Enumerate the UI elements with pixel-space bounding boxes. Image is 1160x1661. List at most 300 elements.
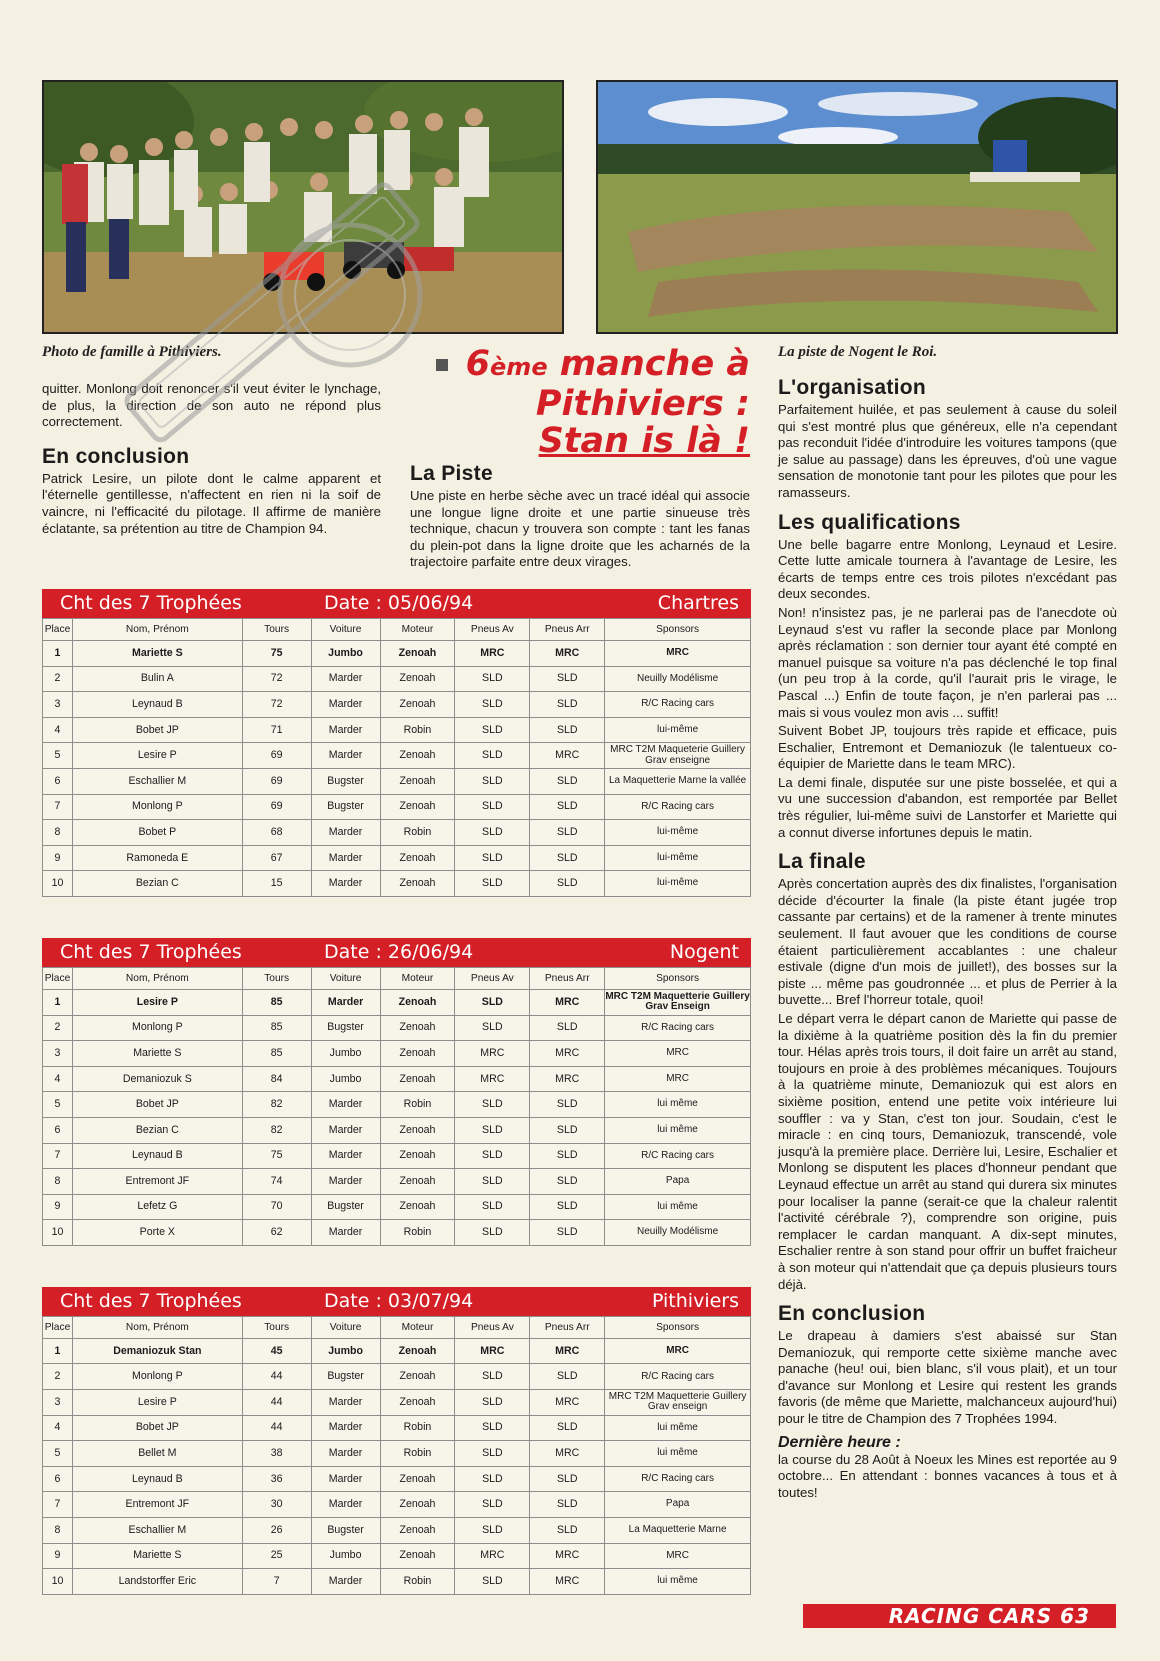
column-header: Sponsors — [605, 1316, 751, 1338]
table-cell: SLD — [455, 743, 530, 769]
table-row — [43, 1041, 751, 1067]
heading-derniere-heure: Dernière heure : — [778, 1433, 901, 1451]
table-cell: 68 — [242, 820, 311, 846]
table-cell: Marder — [311, 1092, 380, 1118]
table-cell: 8 — [43, 820, 73, 846]
table-cell: MRC — [455, 1041, 530, 1067]
table-cell: SLD — [530, 692, 605, 718]
table-cell: 71 — [242, 717, 311, 743]
table-cell: 15 — [242, 871, 311, 897]
table-cell: Bellet M — [72, 1441, 242, 1467]
table-cell: 6 — [43, 768, 73, 794]
table-cell: SLD — [530, 1169, 605, 1195]
table-row — [43, 717, 751, 743]
table-cell: 7 — [43, 1492, 73, 1518]
qualif-paragraph-2: Non! n'insistez pas, je ne parlerai pas de l'anecdote où Leynaud s'est vu rafler la seconde place par Monlong après réclamation : son dernier tour ayant été compté en manuel puisque sa voiture n'a pas déclenché le top final (un peu trop à la corde, qu'il l'aurait pris le virage, le Pascal ...) Enfin de toute façon, je n'en parlerai pas ... mais si vous voulez mon avis ... suffit! — [778, 604, 1117, 720]
table-cell: MRC — [530, 743, 605, 769]
table-cell: 3 — [43, 692, 73, 718]
table-cell: Marder — [311, 1569, 380, 1595]
table-cell: Zenoah — [380, 743, 455, 769]
table-place: Chartres — [657, 592, 739, 614]
column-header: Pneus Arr — [530, 1316, 605, 1338]
table-cell: Eschallier M — [72, 1518, 242, 1544]
table-cell: SLD — [530, 666, 605, 692]
heading-qualifications: Les qualifications — [778, 510, 961, 534]
table-cell: 85 — [242, 1041, 311, 1067]
table-row — [43, 845, 751, 871]
column-header: Voiture — [311, 1316, 380, 1338]
table-cell: 6 — [43, 1117, 73, 1143]
table-title-band — [42, 1287, 751, 1316]
table-cell: Zenoah — [380, 1015, 455, 1041]
table-cell: lui même — [605, 1415, 751, 1441]
table-row — [43, 1092, 751, 1118]
table-cell: 69 — [242, 768, 311, 794]
table-cell: 5 — [43, 1441, 73, 1467]
table-cell: Zenoah — [380, 1194, 455, 1220]
table-cell: 3 — [43, 1041, 73, 1067]
table-cell: SLD — [455, 1415, 530, 1441]
column-header: Tours — [242, 1316, 311, 1338]
table-row — [43, 1466, 751, 1492]
table-row — [43, 1220, 751, 1246]
table-cell: SLD — [530, 768, 605, 794]
table-header-row — [43, 619, 751, 641]
results-table — [42, 967, 751, 1246]
table-cell: Zenoah — [380, 1117, 455, 1143]
table-cell: Lefetz G — [72, 1194, 242, 1220]
table-cell: 36 — [242, 1466, 311, 1492]
table-cell: 85 — [242, 989, 311, 1015]
table-cell: 10 — [43, 1569, 73, 1595]
table-header-row — [43, 967, 751, 989]
table-cell: Monlong P — [72, 1364, 242, 1390]
table-cell: SLD — [530, 1466, 605, 1492]
table-row — [43, 1492, 751, 1518]
table-cell: Robin — [380, 1220, 455, 1246]
watermark-stamp-icon — [80, 120, 460, 500]
table-row — [43, 1441, 751, 1467]
table-cell: 75 — [242, 641, 311, 667]
qualif-paragraph-1: Une belle bagarre entre Monlong, Leynaud et Lesire. Cette lutte amicale tournera à l'avantage de Lesire, les écarts de temps entre ces trois pilotes n'excédant pas deux secondes. — [778, 536, 1117, 602]
table-cell: Neuilly Modélisme — [605, 666, 751, 692]
table-cell: MRC — [530, 1569, 605, 1595]
table-cell: 4 — [43, 1415, 73, 1441]
table-cell: MRC — [530, 1441, 605, 1467]
table-cell: Entremont JF — [72, 1169, 242, 1195]
table-cell: Robin — [380, 820, 455, 846]
table-cell: Bezian C — [72, 1117, 242, 1143]
table-cell: Monlong P — [72, 1015, 242, 1041]
table-cell: lui même — [605, 1569, 751, 1595]
table-cell: Bugster — [311, 794, 380, 820]
footer-page-number: 63 — [1060, 1604, 1090, 1628]
table-cell: MRC — [530, 1390, 605, 1416]
table-cell: Zenoah — [380, 989, 455, 1015]
table-cell: 74 — [242, 1169, 311, 1195]
table-cell: 72 — [242, 692, 311, 718]
conclusion-right-paragraph: Le drapeau à damiers s'est abaissé sur Stan Demaniozuk, qui remporte cette sixième manche avec panache (heu! oui, bien blanc, s'il vous plait), et un tour d'avance sur Monlong et Lesire qui restent les grands favoris (de même que Mariette, malchanceux aujourd'hui) pour le titre de Champion des 7 Trophées 1994. — [778, 1328, 1117, 1427]
heading-finale: La finale — [778, 850, 866, 874]
table-cell: Marder — [311, 1220, 380, 1246]
table-cell: Zenoah — [380, 794, 455, 820]
table-cell: Zenoah — [380, 1143, 455, 1169]
table-row — [43, 1569, 751, 1595]
table-cell: Jumbo — [311, 1066, 380, 1092]
table-cell: SLD — [455, 1169, 530, 1195]
table-row — [43, 692, 751, 718]
table-cell: SLD — [455, 820, 530, 846]
qualif-paragraph-3: Suivent Bobet JP, toujours très rapide et efficace, puis Eschalier, Entremont et Demaniozuk (le talentueux co-équipier de Mariette dans le team MRC). — [778, 723, 1117, 772]
table-row — [43, 989, 751, 1015]
table-cell: Bugster — [311, 1518, 380, 1544]
table-title: Cht des 7 Trophées — [60, 1289, 242, 1312]
table-cell: SLD — [455, 1143, 530, 1169]
table-cell: SLD — [530, 845, 605, 871]
table-row — [43, 1169, 751, 1195]
table-cell: 10 — [43, 871, 73, 897]
table-cell: Eschallier M — [72, 768, 242, 794]
table-cell: Mariette S — [72, 1041, 242, 1067]
table-cell: Marder — [311, 1415, 380, 1441]
table-cell: Bobet JP — [72, 717, 242, 743]
table-cell: Bugster — [311, 1364, 380, 1390]
table-cell: SLD — [455, 1092, 530, 1118]
table-row — [43, 743, 751, 769]
table-row — [43, 1338, 751, 1364]
table-cell: SLD — [455, 871, 530, 897]
table-cell: Leynaud B — [72, 1466, 242, 1492]
title-line-3: Stan is là ! — [538, 421, 750, 461]
table-cell: SLD — [455, 768, 530, 794]
heading-organisation: L'organisation — [778, 376, 927, 399]
table-cell: Marder — [311, 692, 380, 718]
table-title: Cht des 7 Trophées — [60, 940, 242, 963]
table-cell: Bobet JP — [72, 1415, 242, 1441]
results-table-block — [42, 938, 751, 1246]
table-cell: R/C Racing cars — [605, 1466, 751, 1492]
table-cell: Papa — [605, 1169, 751, 1195]
table-cell: Zenoah — [380, 1338, 455, 1364]
results-table — [42, 618, 751, 897]
table-cell: lui-même — [605, 820, 751, 846]
table-cell: Robin — [380, 1441, 455, 1467]
table-row — [43, 871, 751, 897]
table-cell: lui même — [605, 1092, 751, 1118]
table-date: Date : 05/06/94 — [324, 592, 474, 614]
table-cell: 44 — [242, 1364, 311, 1390]
table-cell: Zenoah — [380, 641, 455, 667]
table-cell: 1 — [43, 989, 73, 1015]
table-cell: SLD — [455, 1194, 530, 1220]
table-cell: 6 — [43, 1466, 73, 1492]
finale-paragraph-1: Après concertation auprès des dix finalistes, l'organisation décide d'écourter la finale (la piste étant jugée trop cassante par certains) et de la ramener à trente minutes seulement. Il faut avouer que les conditions de course étaient particulièrement accablantes : une chaleur estivale (digne d'un mois de juillet!), des bosses sur la piste ... même pas goudronnée ... et plus de Perrier à la buvette... Bref l'horreur totale, quoi! — [778, 876, 1117, 1008]
table-cell: Bugster — [311, 768, 380, 794]
table-row — [43, 820, 751, 846]
table-row — [43, 1364, 751, 1390]
table-cell: SLD — [530, 1220, 605, 1246]
table-cell: Zenoah — [380, 1543, 455, 1569]
column-header: Pneus Av — [455, 967, 530, 989]
table-cell: Leynaud B — [72, 1143, 242, 1169]
table-cell: 4 — [43, 717, 73, 743]
table-cell: SLD — [530, 1194, 605, 1220]
table-cell: 25 — [242, 1543, 311, 1569]
table-cell: 2 — [43, 666, 73, 692]
photo-track-image — [598, 82, 1116, 332]
finale-paragraph-2: Le départ verra le départ canon de Mariette qui passe de la dixième à la quatrième position dès la fin du premier tour. Hélas après trois tours, il doit faire un arrêt au stand, toujours en proie à des problèmes mécaniques. Toujours à la quatrième minute, Demaniozuk qui est alors en sixième position, entend une petite voix intérieure lui souffler : va y Stan, c'est ton jour. Soudain, c'est le miracle : en cinq tours, Demaniozuk, transcendé, vole jusqu'à la première place. Derrière lui, Lesire, Eschalier et Monlong se disputent les places d'honneur pendant que Leynaud effectue un arrêt au stand qui durera six minutes pour localiser la panne (serait-ce que la chaleur ralentit l'activité cérébrale ?), comprendre son origine, puis remplacer le cardan manquant. A dix-sept minutes, Eschalier rentre à son stand pour offrir un buffet fraicheur à son moteur qui n'attendait que ça depuis plusieurs tours déjà. — [778, 1011, 1117, 1292]
table-cell: 5 — [43, 743, 73, 769]
table-cell: lui-même — [605, 845, 751, 871]
column-header: Sponsors — [605, 619, 751, 641]
table-cell: 2 — [43, 1015, 73, 1041]
table-cell: 1 — [43, 1338, 73, 1364]
table-cell: SLD — [530, 1492, 605, 1518]
table-cell: Demaniozuk S — [72, 1066, 242, 1092]
table-cell: Marder — [311, 717, 380, 743]
table-cell: SLD — [455, 1492, 530, 1518]
table-cell: MRC — [605, 641, 751, 667]
table-cell: Marder — [311, 845, 380, 871]
table-cell: Monlong P — [72, 794, 242, 820]
table-cell: Zenoah — [380, 871, 455, 897]
column-header: Pneus Arr — [530, 619, 605, 641]
table-cell: MRC T2M Maqueterie Guillery Grav enseigne — [605, 743, 751, 769]
table-cell: SLD — [455, 845, 530, 871]
table-cell: SLD — [455, 1466, 530, 1492]
table-cell: SLD — [455, 1569, 530, 1595]
watermark — [80, 120, 460, 500]
middle-column — [410, 462, 750, 573]
table-cell: Jumbo — [311, 1543, 380, 1569]
table-cell: MRC — [455, 1543, 530, 1569]
table-cell: SLD — [455, 794, 530, 820]
table-cell: R/C Racing cars — [605, 1143, 751, 1169]
table-cell: MRC — [530, 1066, 605, 1092]
piste-paragraph: Une piste en herbe sèche avec un tracé idéal qui associe une longue ligne droite et une partie sinueuse très technique, chacun y trouvera son compte : tant les fanas du plein-pot dans la ligne droite que les acharnés de la trajectoire parfaite entre deux virages. — [410, 488, 750, 570]
table-cell: 82 — [242, 1092, 311, 1118]
table-row — [43, 666, 751, 692]
table-cell: R/C Racing cars — [605, 794, 751, 820]
table-cell: Leynaud B — [72, 692, 242, 718]
table-cell: 7 — [242, 1569, 311, 1595]
table-cell: Mariette S — [72, 641, 242, 667]
table-cell: lui-même — [605, 871, 751, 897]
table-cell: SLD — [530, 794, 605, 820]
column-header: Voiture — [311, 619, 380, 641]
table-cell: MRC — [455, 1338, 530, 1364]
table-cell: 9 — [43, 1543, 73, 1569]
table-cell: SLD — [530, 1117, 605, 1143]
intro-paragraph: quitter. Monlong doit renoncer s'il veut éviter le lynchage, de plus, la direction de son auto ne répond plus correctement. — [42, 381, 381, 430]
table-cell: SLD — [530, 1143, 605, 1169]
table-cell: R/C Racing cars — [605, 692, 751, 718]
table-cell: Lesire P — [72, 743, 242, 769]
table-cell: Demaniozuk Stan — [72, 1338, 242, 1364]
table-place: Pithiviers — [651, 1289, 739, 1312]
table-cell: SLD — [455, 1364, 530, 1390]
table-cell: 8 — [43, 1518, 73, 1544]
table-cell: MRC — [530, 1543, 605, 1569]
table-cell: lui même — [605, 1441, 751, 1467]
table-cell: 30 — [242, 1492, 311, 1518]
table-cell: lui même — [605, 1117, 751, 1143]
table-cell: 62 — [242, 1220, 311, 1246]
table-cell: Marder — [311, 666, 380, 692]
table-cell: Bezian C — [72, 871, 242, 897]
table-cell: Mariette S — [72, 1543, 242, 1569]
table-row — [43, 1390, 751, 1416]
table-cell: 44 — [242, 1415, 311, 1441]
table-cell: Zenoah — [380, 1041, 455, 1067]
table-cell: La Maquetterie Marne — [605, 1518, 751, 1544]
table-cell: Zenoah — [380, 1169, 455, 1195]
table-cell: MRC — [605, 1041, 751, 1067]
table-cell: SLD — [455, 1015, 530, 1041]
conclusion-left-paragraph: Patrick Lesire, un pilote dont le calme apparent et l'éternelle gentillesse, n'affectent en rien ni la soif de vaincre, ni l'efficacité du pilotage. Il affirme de manière éclatante, sa prétention au titre de Champion 94. — [42, 470, 381, 536]
table-cell: R/C Racing cars — [605, 1364, 751, 1390]
table-cell: Entremont JF — [72, 1492, 242, 1518]
column-header: Nom, Prénom — [72, 1316, 242, 1338]
table-cell: Marder — [311, 1492, 380, 1518]
table-cell: Marder — [311, 1441, 380, 1467]
table-cell: MRC T2M Maquetterie Guillery Grav Enseign — [605, 989, 751, 1015]
table-date: Date : 03/07/94 — [324, 1289, 474, 1312]
table-row — [43, 1194, 751, 1220]
table-cell: Marder — [311, 989, 380, 1015]
column-header: Pneus Av — [455, 619, 530, 641]
table-cell: 7 — [43, 794, 73, 820]
table-cell: Marder — [311, 1466, 380, 1492]
table-row — [43, 1415, 751, 1441]
title-line-2: Pithiviers : — [535, 384, 750, 424]
table-cell: Zenoah — [380, 692, 455, 718]
table-title-band — [42, 938, 751, 967]
table-row — [43, 1066, 751, 1092]
title-line-1: 6ème manche à — [404, 346, 750, 386]
table-cell: Robin — [380, 1415, 455, 1441]
table-cell: SLD — [530, 871, 605, 897]
table-cell: 10 — [43, 1220, 73, 1246]
table-cell: Neuilly Modélisme — [605, 1220, 751, 1246]
results-table-block — [42, 589, 751, 897]
table-cell: Zenoah — [380, 845, 455, 871]
table-cell: Zenoah — [380, 1492, 455, 1518]
column-header: Nom, Prénom — [72, 967, 242, 989]
column-header: Voiture — [311, 967, 380, 989]
table-cell: Jumbo — [311, 641, 380, 667]
table-cell: 26 — [242, 1518, 311, 1544]
table-cell: SLD — [530, 1518, 605, 1544]
table-cell: Zenoah — [380, 1364, 455, 1390]
table-row — [43, 1143, 751, 1169]
column-header: Moteur — [380, 967, 455, 989]
table-cell: Zenoah — [380, 1466, 455, 1492]
table-cell: Bugster — [311, 1015, 380, 1041]
heading-la-piste: La Piste — [410, 462, 493, 485]
table-cell: Bugster — [311, 1194, 380, 1220]
table-cell: MRC — [530, 989, 605, 1015]
table-cell: MRC — [605, 1066, 751, 1092]
table-cell: lui-même — [605, 717, 751, 743]
qualif-paragraph-4: La demi finale, disputée sur une piste bosselée, et qui a vu une succession d'abandon, est remportée par Bellet très régulier, lui-même suivi de Lanstorfer et Mariette qui a connut diverse infortunes depuis le matin. — [778, 774, 1117, 840]
table-cell: 1 — [43, 641, 73, 667]
derniere-heure-paragraph: la course du 28 Août à Noeux les Mines est reportée au 9 octobre... En attendant : bonnes vacances à tous et à toutes! — [778, 1451, 1117, 1500]
heading-conclusion-left: En conclusion — [42, 444, 190, 468]
photo-family-caption: Photo de famille à Pithiviers. — [42, 344, 222, 360]
table-cell: 45 — [242, 1338, 311, 1364]
heading-conclusion-right: En conclusion — [778, 1302, 926, 1326]
table-cell: 5 — [43, 1092, 73, 1118]
table-cell: Zenoah — [380, 1066, 455, 1092]
table-row — [43, 768, 751, 794]
column-header: Tours — [242, 619, 311, 641]
table-cell: SLD — [455, 666, 530, 692]
table-cell: Zenoah — [380, 666, 455, 692]
table-cell: Zenoah — [380, 1390, 455, 1416]
table-cell: 4 — [43, 1066, 73, 1092]
table-cell: Marder — [311, 743, 380, 769]
table-cell: R/C Racing cars — [605, 1015, 751, 1041]
table-cell: 2 — [43, 1364, 73, 1390]
table-cell: Zenoah — [380, 768, 455, 794]
table-cell: Bulin A — [72, 666, 242, 692]
column-header: Pneus Arr — [530, 967, 605, 989]
results-tables — [42, 589, 751, 1595]
table-cell: 85 — [242, 1015, 311, 1041]
table-cell: Porte X — [72, 1220, 242, 1246]
table-cell: Ramoneda E — [72, 845, 242, 871]
table-cell: Marder — [311, 871, 380, 897]
table-cell: SLD — [455, 989, 530, 1015]
table-cell: 75 — [242, 1143, 311, 1169]
column-header: Place — [43, 1316, 73, 1338]
table-cell: MRC — [455, 1066, 530, 1092]
organisation-paragraph: Parfaitement huilée, et pas seulement à cause du soleil qui s'est montré plus que généreux, elle n'a cependant pas reconduit l'idée d'introduire les voitures tampons (que je salue au passage) dans les épreuves, d'où une vague sensation de monotonie tant pour les pilotes que pour les ramasseurs. — [778, 402, 1117, 500]
table-cell: lui même — [605, 1194, 751, 1220]
column-header: Nom, Prénom — [72, 619, 242, 641]
table-cell: MRC T2M Maquetterie Guillery Grav enseign — [605, 1390, 751, 1416]
table-cell: 84 — [242, 1066, 311, 1092]
results-table — [42, 1316, 751, 1595]
table-cell: Zenoah — [380, 1518, 455, 1544]
table-row — [43, 1117, 751, 1143]
table-cell: Jumbo — [311, 1041, 380, 1067]
column-header: Sponsors — [605, 967, 751, 989]
footer-bar — [803, 1604, 1116, 1628]
column-header: Moteur — [380, 1316, 455, 1338]
table-place: Nogent — [669, 940, 739, 963]
table-cell: SLD — [455, 1518, 530, 1544]
column-header: Place — [43, 967, 73, 989]
column-header: Tours — [242, 967, 311, 989]
column-header: Moteur — [380, 619, 455, 641]
table-row — [43, 1015, 751, 1041]
table-cell: Lesire P — [72, 989, 242, 1015]
table-cell: SLD — [455, 1441, 530, 1467]
table-cell: 69 — [242, 743, 311, 769]
table-date: Date : 26/06/94 — [324, 940, 474, 963]
table-cell: 9 — [43, 1194, 73, 1220]
table-cell: SLD — [530, 717, 605, 743]
results-table-block — [42, 1287, 751, 1595]
table-cell: SLD — [530, 820, 605, 846]
table-cell: SLD — [455, 1117, 530, 1143]
table-cell: 67 — [242, 845, 311, 871]
table-cell: SLD — [530, 1364, 605, 1390]
table-cell: Landstorffer Eric — [72, 1569, 242, 1595]
table-row — [43, 641, 751, 667]
